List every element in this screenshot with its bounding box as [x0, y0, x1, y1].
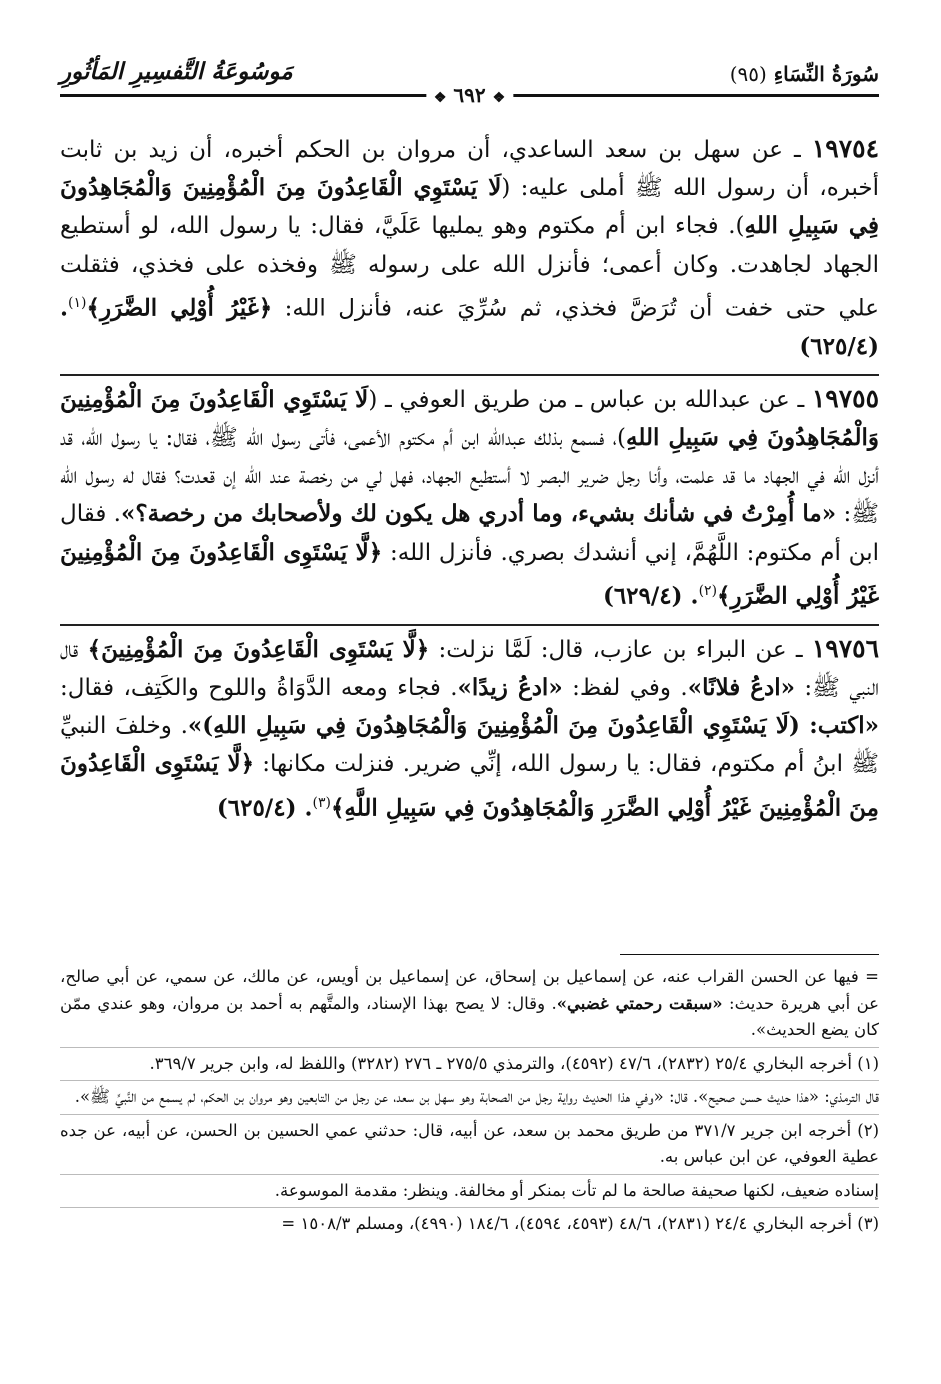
hadith-text: قال النبي ﷺ:	[60, 636, 879, 701]
footnote: (٣) أخرجه البخاري ٢٤/٤ (٢٨٣١)، ٤٨/٦ (٤٥٩٣، ٤٥٩٤)، ١٨٤/٦ (٤٩٩٠)، ومسلم ١٥٠٨/٣ =	[60, 1207, 879, 1241]
page-header	[60, 50, 879, 107]
footnote-marker: (١)	[68, 294, 87, 311]
quran-verse: ﴿لَّا يَسْتَوِى الْقَاعِدُونَ مِنَ الْمُؤْمِنِينَ غَيْرُ أُوْلِي الضَّرَرِ﴾	[60, 538, 879, 610]
hadith-text: . وفي لفظ:	[562, 674, 688, 701]
footnote: (٢) أخرجه ابن جرير ٣٧١/٧ من طريق محمد بن سعد، عن أبيه، قال: حدثني عمي الحسين بن الحسن، عن أبيه، عن جده عطية العوفي، عن ابن عباس به.	[60, 1114, 879, 1174]
quran-verse: لَا يَسْتَوِي الْقَاعِدُونَ مِنَ الْمُؤْمِنِينَ وَالْمُجَاهِدُونَ فِي سَبِيلِ اللهِ	[60, 385, 879, 452]
hadith-text: . فقال ابن أم مكتوم: اللَّهُمَّ، إني أنشدك بصري. فأنزل الله:	[60, 501, 879, 566]
footnote	[60, 964, 879, 1047]
ornament-icon: ❖	[433, 90, 447, 106]
hadith-number: ١٩٧٥٥	[811, 383, 880, 413]
quran-verse: ﴿لَّا يَسْتَوِى الْقَاعِدُونَ مِنَ الْمُؤْمِنِينَ﴾	[87, 635, 430, 663]
hadith-text: ـ عن البراء بن عازب، قال: لَمَّا نزلت:	[429, 636, 812, 663]
hadith-entry	[60, 374, 879, 624]
page-number: ٦٩٢	[453, 83, 486, 107]
hadith-number: ١٩٧٥٦	[811, 633, 879, 663]
hadith-text: ـ عن عبدالله بن عباس ـ من طريق العوفي ـ (	[368, 386, 812, 413]
footnote-marker: (٢)	[698, 582, 718, 599]
hadith-text: ـ عن سهل بن سعد الساعدي، أن مروان بن الحكم أخبره، أن زيد بن ثابت أخبره، أن رسول الله ﷺ أملى عليه: (	[60, 137, 879, 202]
hadith-text: . وخلفَ النبيِّ ﷺ ابنُ أم مكتوم، فقال: يا رسول الله، إنِّي ضرير. فنزلت مكانها:	[60, 713, 879, 778]
footnote: قال الترمذي: «هذا حديث حسن صحيح». قال: «وفي هذا الحديث رواية رجل من الصحابة وهو سهل بن سعد، عن رجل من التابعين وهو مروان بن الحكم، لم يسمع من النَّبيِّ ﷺ».	[60, 1080, 879, 1114]
page-number-box	[426, 83, 513, 107]
hadith-text: ). فجاء ابن أم مكتوم وهو يمليها عَلَيَّ، فقال: يا رسول الله، لو أستطيع الجهاد لجاهدت. وكان أعمى؛ فأنزل الله على رسوله ﷺ وفخذه على فخذي، فثقلت علي حتى خفت أن تُرَضَّ فخذي، ثم سُرِّيَ عنه، فأنزل الله:	[60, 213, 879, 322]
prophet-saying: «ادعُ فلانًا»	[687, 673, 796, 701]
footnote-text: = فيها عن الحسن القراب عنه، عن إسماعيل بن إسحاق، عن إسماعيل بن أويس، عن مالك، عن سمي، عن أبي صالح، عن أبي هريرة حديث:	[60, 967, 879, 1013]
prophet-saying: «اكتب: (لَا يَسْتَوِي الْقَاعِدُونَ مِنَ الْمُؤْمِنِينَ وَالْمُجَاهِدُونَ فِي سَبِيلِ اللهِ)»	[187, 712, 879, 740]
ornament-icon: ❖	[492, 90, 506, 106]
footnote: (١) أخرجه البخاري ٢٥/٤ (٢٨٣٢)، ٤٧/٦ (٤٥٩٢)، والترمذي ٢٧٥/٥ ـ ٢٧٦ (٣٢٨٢) واللفظ له، وابن جرير ٣٦٩/٧.	[60, 1047, 879, 1081]
sura-name: سُورَةُ النِّسَاءِ	[773, 62, 879, 86]
sura-number: (٩٥)	[729, 62, 767, 86]
volume-reference: . (٦٢٩/٤)	[602, 582, 699, 610]
hadith-text: )، فسمع بذلك عبدالله ابن أم مكتوم الأعمى، فأتى رسول الله ﷺ، فقال: يا رسول الله، قد أنزل الله في الجهاد ما قد علمت، وأنا رجل ضرير البصر لا أستطيع الجهاد، فهل لي من رخصة عند الله إن قعدت؟ فقال له رسول الله ﷺ:	[60, 425, 879, 528]
book-title: مَوسُوعَةُ التَّفسِيرِ المَأثُورِ	[60, 58, 293, 85]
quran-verse: ﴿لَّا يَسْتَوِى الْقَاعِدُونَ مِنَ الْمُؤْمِنِينَ غَيْرُ أُوْلِي الضَّرَرِ وَالْمُجَاهِدُونَ فِي سَبِيلِ اللَّهِ﴾	[60, 750, 879, 822]
prophet-saying: «ما أُمِرْتُ في شأنك بشيء، وما أدري هل يكون لك ولأصحابك من رخصة؟»	[121, 500, 837, 528]
sura-title	[730, 62, 879, 86]
quran-verse: لَا يَسْتَوِي الْقَاعِدُونَ مِنَ الْمُؤْمِنِينَ وَالْمُجَاهِدُونَ فِي سَبِيلِ اللهِ	[60, 174, 880, 240]
footnote-marker: (٣)	[312, 794, 331, 811]
volume-reference: . (٦٢٥/٤)	[60, 294, 879, 360]
footnotes	[60, 964, 879, 1241]
hadith-text: . فجاء ومعه الدَّوَاةُ واللوح والكَتِف، فقال:	[60, 674, 458, 701]
footnote-quote: «سبقت رحمتي غضبي»	[556, 993, 723, 1013]
quran-verse: ﴿غَيْرُ أُوْلِي الضَّرَرِ﴾	[86, 294, 273, 322]
hadith-number: ١٩٧٥٤	[811, 134, 879, 163]
footnote: إسناده ضعيف، لكنها صحيفة صالحة ما لم تأت بمنكر أو مخالفة. وينظر: مقدمة الموسوعة.	[60, 1174, 879, 1208]
hadith-entry	[60, 624, 879, 836]
main-text	[60, 130, 879, 835]
prophet-saying: «ادعُ زيدًا»	[457, 673, 563, 701]
volume-reference: . (٦٢٥/٤)	[216, 794, 313, 822]
footnote-separator	[620, 954, 879, 955]
footnote-text: . وقال: لا يصح بهذا الإسناد، والمتَّهم به أحمد بن مروان، وهو عندي ممّن كان يضع الحديث».	[60, 993, 879, 1039]
hadith-entry	[60, 130, 879, 374]
